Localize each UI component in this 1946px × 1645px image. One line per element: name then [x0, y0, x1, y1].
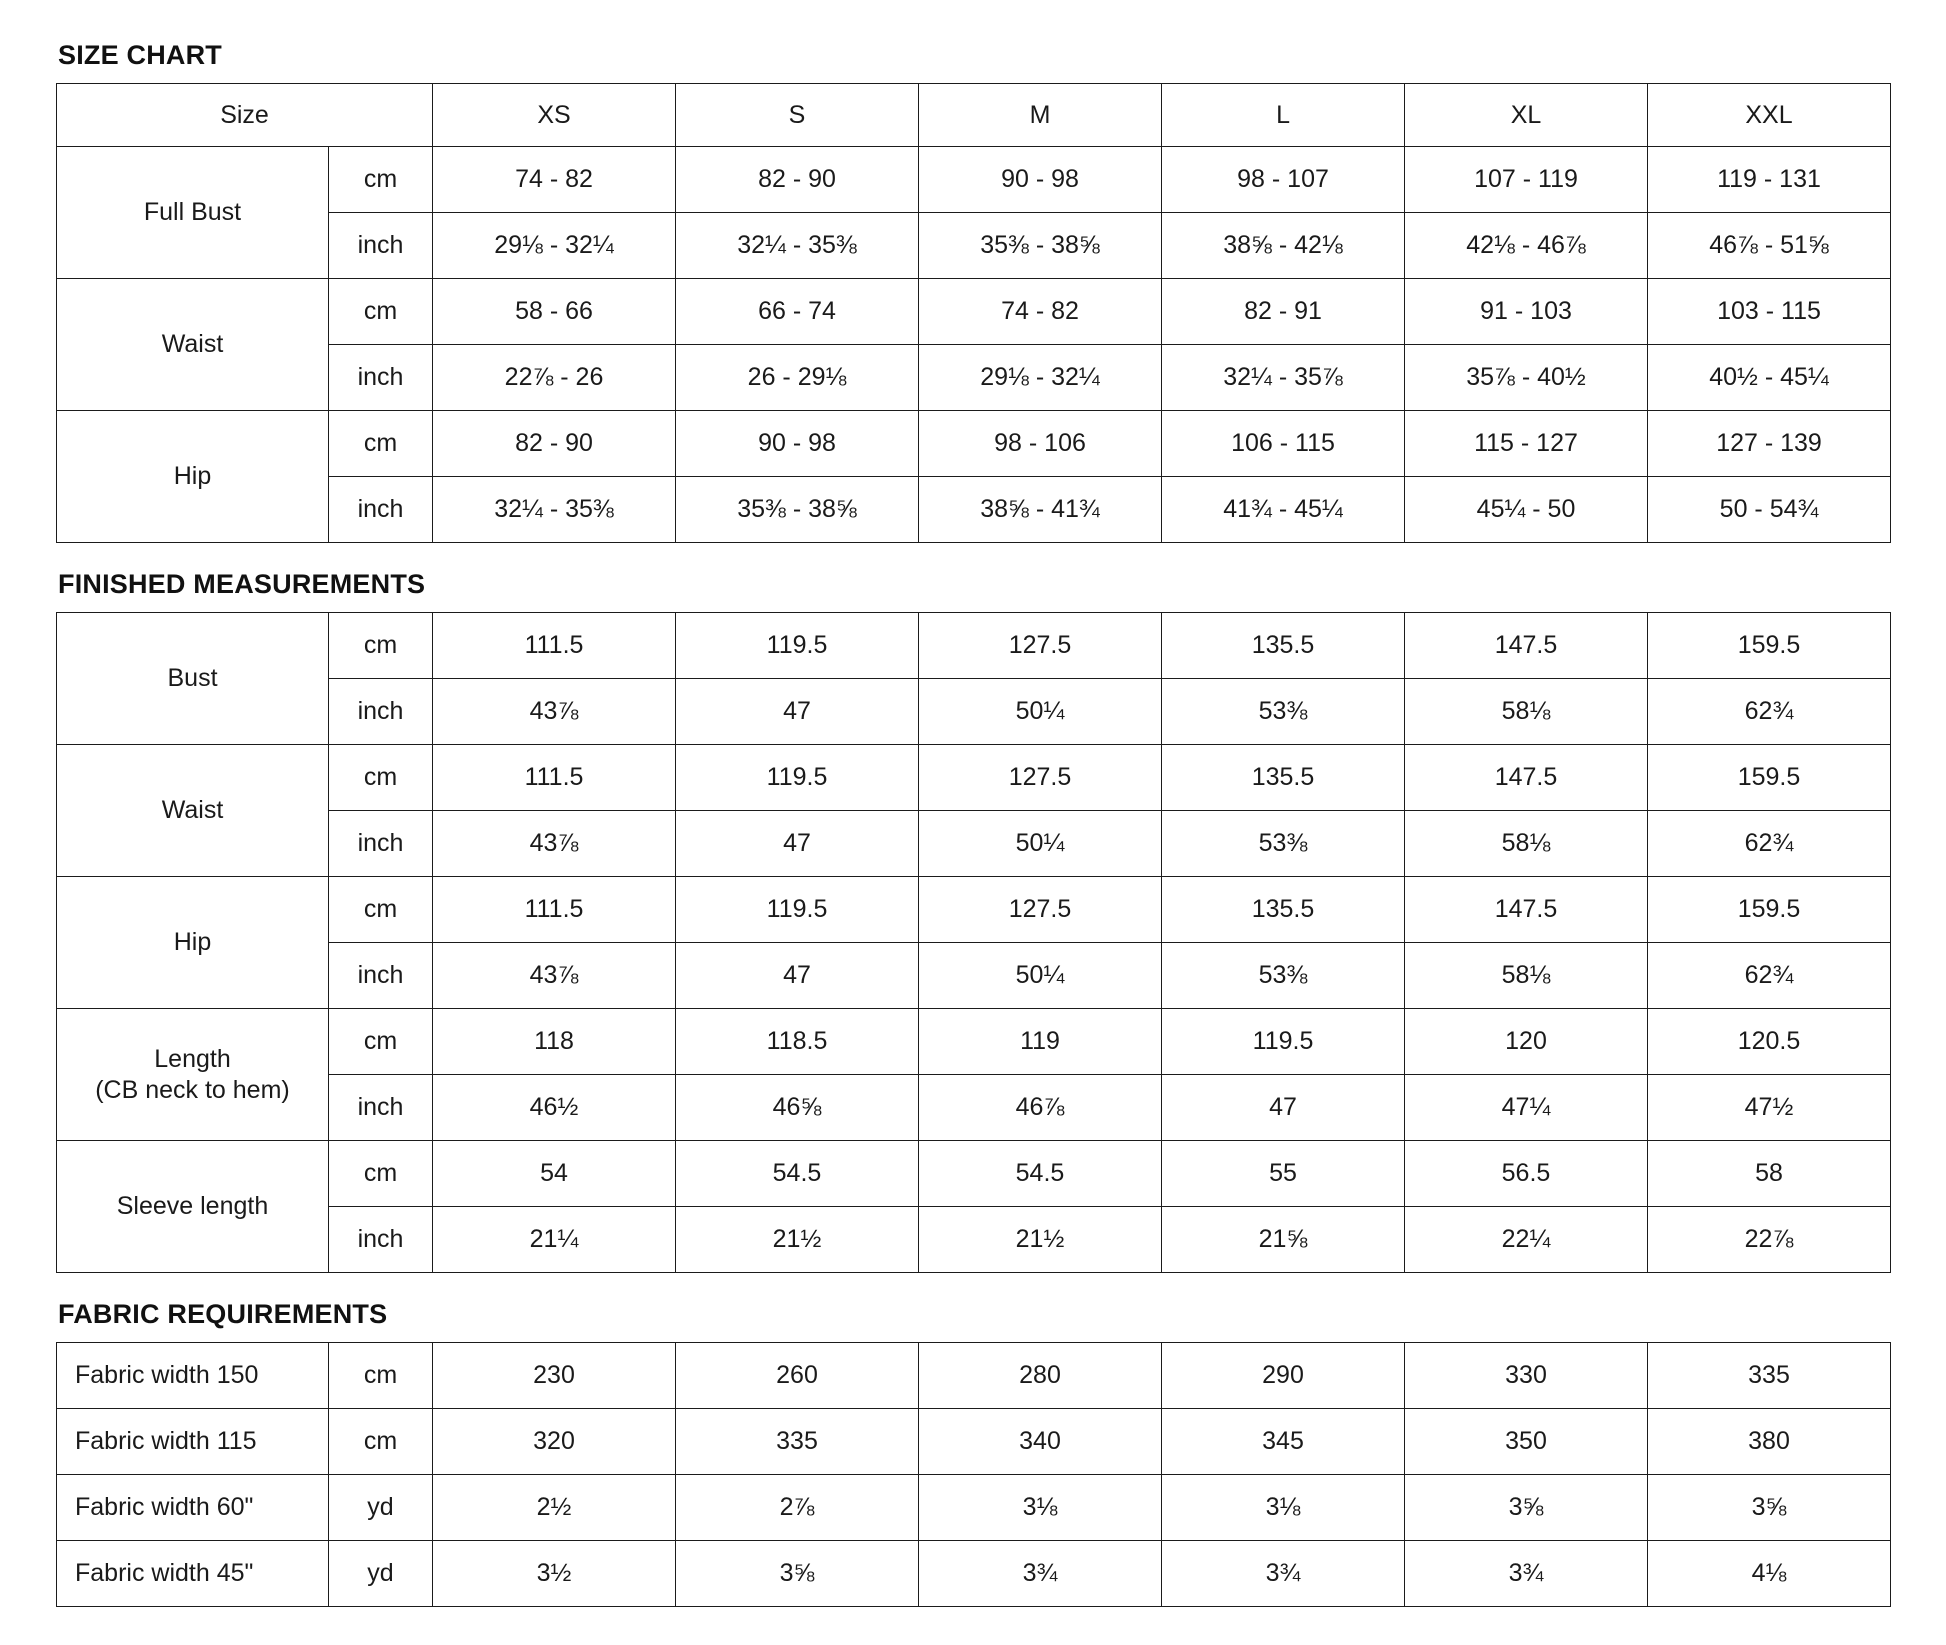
cell-value: 43⅞ [433, 679, 676, 745]
cell-value: 58⅛ [1405, 679, 1648, 745]
table-row [57, 279, 1891, 345]
cell-value: 50 - 54¾ [1648, 477, 1891, 543]
row-label-fabric-width-115: Fabric width 115 [57, 1409, 329, 1475]
table-row [57, 745, 1891, 811]
cell-value: 74 - 82 [433, 147, 676, 213]
table-row [57, 1343, 1891, 1409]
cell-value: 230 [433, 1343, 676, 1409]
unit-inch: inch [329, 943, 433, 1009]
cell-value: 127.5 [919, 745, 1162, 811]
unit-inch: inch [329, 477, 433, 543]
cell-value: 62¾ [1648, 943, 1891, 1009]
cell-value: 107 - 119 [1405, 147, 1648, 213]
cell-value: 111.5 [433, 613, 676, 679]
cell-value: 32¼ - 35⅞ [1162, 345, 1405, 411]
cell-value: 82 - 90 [433, 411, 676, 477]
unit-cm: cm [329, 877, 433, 943]
cell-value: 47½ [1648, 1075, 1891, 1141]
cell-value: 119 - 131 [1648, 147, 1891, 213]
cell-value: 38⅝ - 41¾ [919, 477, 1162, 543]
table-row [57, 943, 1891, 1009]
cell-value: 280 [919, 1343, 1162, 1409]
cell-value: 74 - 82 [919, 279, 1162, 345]
unit-cm: cm [329, 1343, 433, 1409]
table-row [57, 679, 1891, 745]
row-label-fabric-width-150: Fabric width 150 [57, 1343, 329, 1409]
cell-value: 135.5 [1162, 745, 1405, 811]
unit-cm: cm [329, 613, 433, 679]
cell-value: 42⅛ - 46⅞ [1405, 213, 1648, 279]
table-row [57, 1207, 1891, 1273]
cell-value: 54.5 [676, 1141, 919, 1207]
cell-value: 62¾ [1648, 679, 1891, 745]
cell-value: 29⅛ - 32¼ [919, 345, 1162, 411]
cell-value: 111.5 [433, 877, 676, 943]
cell-value: 260 [676, 1343, 919, 1409]
cell-value: 46⅝ [676, 1075, 919, 1141]
row-label-waist: Waist [57, 279, 329, 411]
cell-value: 119 [919, 1009, 1162, 1075]
table-row [57, 477, 1891, 543]
table-row [57, 811, 1891, 877]
cell-value: 380 [1648, 1409, 1891, 1475]
cell-value: 159.5 [1648, 613, 1891, 679]
cell-value: 3⅝ [1648, 1475, 1891, 1541]
cell-value: 118 [433, 1009, 676, 1075]
cell-value: 115 - 127 [1405, 411, 1648, 477]
cell-value: 35⅜ - 38⅝ [919, 213, 1162, 279]
cell-value: 22⅞ [1648, 1207, 1891, 1273]
column-header-xl: XL [1405, 84, 1648, 147]
section-title-size-chart: SIZE CHART [58, 40, 222, 70]
cell-value: 21½ [919, 1207, 1162, 1273]
cell-value: 119.5 [676, 613, 919, 679]
unit-inch: inch [329, 1207, 433, 1273]
column-header-xs: XS [433, 84, 676, 147]
cell-value: 335 [1648, 1343, 1891, 1409]
row-label-sleeve-length: Sleeve length [57, 1141, 329, 1273]
column-header-xxl: XXL [1648, 84, 1891, 147]
row-label-length-line2: (CB neck to hem) [95, 1075, 290, 1104]
cell-value: 3⅝ [676, 1541, 919, 1607]
cell-value: 91 - 103 [1405, 279, 1648, 345]
table-row [57, 345, 1891, 411]
cell-value: 119.5 [676, 745, 919, 811]
unit-cm: cm [329, 279, 433, 345]
cell-value: 3¾ [1405, 1541, 1648, 1607]
cell-value: 53⅜ [1162, 679, 1405, 745]
cell-value: 135.5 [1162, 877, 1405, 943]
cell-value: 43⅞ [433, 943, 676, 1009]
cell-value: 340 [919, 1409, 1162, 1475]
cell-value: 22⅞ - 26 [433, 345, 676, 411]
cell-value: 82 - 91 [1162, 279, 1405, 345]
cell-value: 46½ [433, 1075, 676, 1141]
table-row [57, 147, 1891, 213]
cell-value: 46⅞ - 51⅝ [1648, 213, 1891, 279]
cell-value: 135.5 [1162, 613, 1405, 679]
section-title-finished-measurements: FINISHED MEASUREMENTS [58, 569, 426, 599]
cell-value: 21½ [676, 1207, 919, 1273]
unit-inch: inch [329, 811, 433, 877]
cell-value: 47 [676, 679, 919, 745]
cell-value: 35⅞ - 40½ [1405, 345, 1648, 411]
cell-value: 98 - 106 [919, 411, 1162, 477]
cell-value: 106 - 115 [1162, 411, 1405, 477]
cell-value: 40½ - 45¼ [1648, 345, 1891, 411]
cell-value: 3½ [433, 1541, 676, 1607]
cell-value: 58⅛ [1405, 811, 1648, 877]
cell-value: 118.5 [676, 1009, 919, 1075]
unit-inch: inch [329, 1075, 433, 1141]
cell-value: 43⅞ [433, 811, 676, 877]
table-row [57, 1075, 1891, 1141]
cell-value: 119.5 [676, 877, 919, 943]
cell-value: 90 - 98 [676, 411, 919, 477]
row-label-waist: Waist [57, 745, 329, 877]
cell-value: 290 [1162, 1343, 1405, 1409]
cell-value: 58⅛ [1405, 943, 1648, 1009]
unit-inch: inch [329, 679, 433, 745]
cell-value: 41¾ - 45¼ [1162, 477, 1405, 543]
cell-value: 29⅛ - 32¼ [433, 213, 676, 279]
row-label-length [57, 1009, 329, 1141]
table-row [57, 613, 1891, 679]
row-label-hip: Hip [57, 877, 329, 1009]
column-header-m: M [919, 84, 1162, 147]
cell-value: 58 - 66 [433, 279, 676, 345]
row-label-length-line1: Length [154, 1045, 231, 1073]
table-row [57, 411, 1891, 477]
column-header-l: L [1162, 84, 1405, 147]
cell-value: 3¾ [919, 1541, 1162, 1607]
cell-value: 98 - 107 [1162, 147, 1405, 213]
cell-value: 54 [433, 1141, 676, 1207]
cell-value: 58 [1648, 1141, 1891, 1207]
row-label-hip: Hip [57, 411, 329, 543]
unit-cm: cm [329, 1141, 433, 1207]
unit-inch: inch [329, 345, 433, 411]
cell-value: 345 [1162, 1409, 1405, 1475]
section-title-fabric-requirements: FABRIC REQUIREMENTS [58, 1299, 388, 1329]
cell-value: 350 [1405, 1409, 1648, 1475]
cell-value: 3¾ [1162, 1541, 1405, 1607]
table-row [57, 1141, 1891, 1207]
column-header-s: S [676, 84, 919, 147]
table-row [57, 1009, 1891, 1075]
cell-value: 50¼ [919, 679, 1162, 745]
cell-value: 56.5 [1405, 1141, 1648, 1207]
cell-value: 2⅞ [676, 1475, 919, 1541]
cell-value: 45¼ - 50 [1405, 477, 1648, 543]
cell-value: 90 - 98 [919, 147, 1162, 213]
cell-value: 32¼ - 35⅜ [433, 477, 676, 543]
cell-value: 47 [1162, 1075, 1405, 1141]
cell-value: 26 - 29⅛ [676, 345, 919, 411]
cell-value: 62¾ [1648, 811, 1891, 877]
cell-value: 119.5 [1162, 1009, 1405, 1075]
unit-yd: yd [329, 1541, 433, 1607]
cell-value: 50¼ [919, 811, 1162, 877]
table-row [57, 213, 1891, 279]
finished-measurements-table [56, 612, 1891, 1273]
cell-value: 320 [433, 1409, 676, 1475]
cell-value: 127.5 [919, 613, 1162, 679]
table-row [57, 1541, 1891, 1607]
table-row [57, 1409, 1891, 1475]
cell-value: 32¼ - 35⅜ [676, 213, 919, 279]
cell-value: 120.5 [1648, 1009, 1891, 1075]
cell-value: 335 [676, 1409, 919, 1475]
cell-value: 2½ [433, 1475, 676, 1541]
cell-value: 82 - 90 [676, 147, 919, 213]
unit-cm: cm [329, 745, 433, 811]
cell-value: 159.5 [1648, 877, 1891, 943]
unit-cm: cm [329, 411, 433, 477]
cell-value: 38⅝ - 42⅛ [1162, 213, 1405, 279]
cell-value: 127.5 [919, 877, 1162, 943]
row-label-full-bust: Full Bust [57, 147, 329, 279]
cell-value: 21¼ [433, 1207, 676, 1273]
column-header-size: Size [57, 84, 433, 147]
cell-value: 330 [1405, 1343, 1648, 1409]
cell-value: 35⅜ - 38⅝ [676, 477, 919, 543]
cell-value: 3⅝ [1405, 1475, 1648, 1541]
unit-inch: inch [329, 213, 433, 279]
cell-value: 22¼ [1405, 1207, 1648, 1273]
cell-value: 159.5 [1648, 745, 1891, 811]
cell-value: 3⅛ [1162, 1475, 1405, 1541]
cell-value: 66 - 74 [676, 279, 919, 345]
row-label-fabric-width-60in: Fabric width 60" [57, 1475, 329, 1541]
cell-value: 47 [676, 811, 919, 877]
cell-value: 147.5 [1405, 877, 1648, 943]
size-chart-table [56, 83, 1891, 543]
row-label-fabric-width-45in: Fabric width 45" [57, 1541, 329, 1607]
cell-value: 53⅜ [1162, 943, 1405, 1009]
fabric-requirements-table [56, 1342, 1891, 1607]
cell-value: 47 [676, 943, 919, 1009]
cell-value: 127 - 139 [1648, 411, 1891, 477]
cell-value: 120 [1405, 1009, 1648, 1075]
cell-value: 21⅝ [1162, 1207, 1405, 1273]
table-row [57, 877, 1891, 943]
cell-value: 55 [1162, 1141, 1405, 1207]
cell-value: 4⅛ [1648, 1541, 1891, 1607]
unit-cm: cm [329, 1009, 433, 1075]
unit-cm: cm [329, 1409, 433, 1475]
cell-value: 111.5 [433, 745, 676, 811]
unit-cm: cm [329, 147, 433, 213]
table-row [57, 1475, 1891, 1541]
cell-value: 47¼ [1405, 1075, 1648, 1141]
cell-value: 50¼ [919, 943, 1162, 1009]
unit-yd: yd [329, 1475, 433, 1541]
table-header-row [57, 84, 1891, 147]
cell-value: 3⅛ [919, 1475, 1162, 1541]
cell-value: 147.5 [1405, 745, 1648, 811]
row-label-bust: Bust [57, 613, 329, 745]
cell-value: 53⅜ [1162, 811, 1405, 877]
cell-value: 103 - 115 [1648, 279, 1891, 345]
cell-value: 54.5 [919, 1141, 1162, 1207]
cell-value: 46⅞ [919, 1075, 1162, 1141]
cell-value: 147.5 [1405, 613, 1648, 679]
